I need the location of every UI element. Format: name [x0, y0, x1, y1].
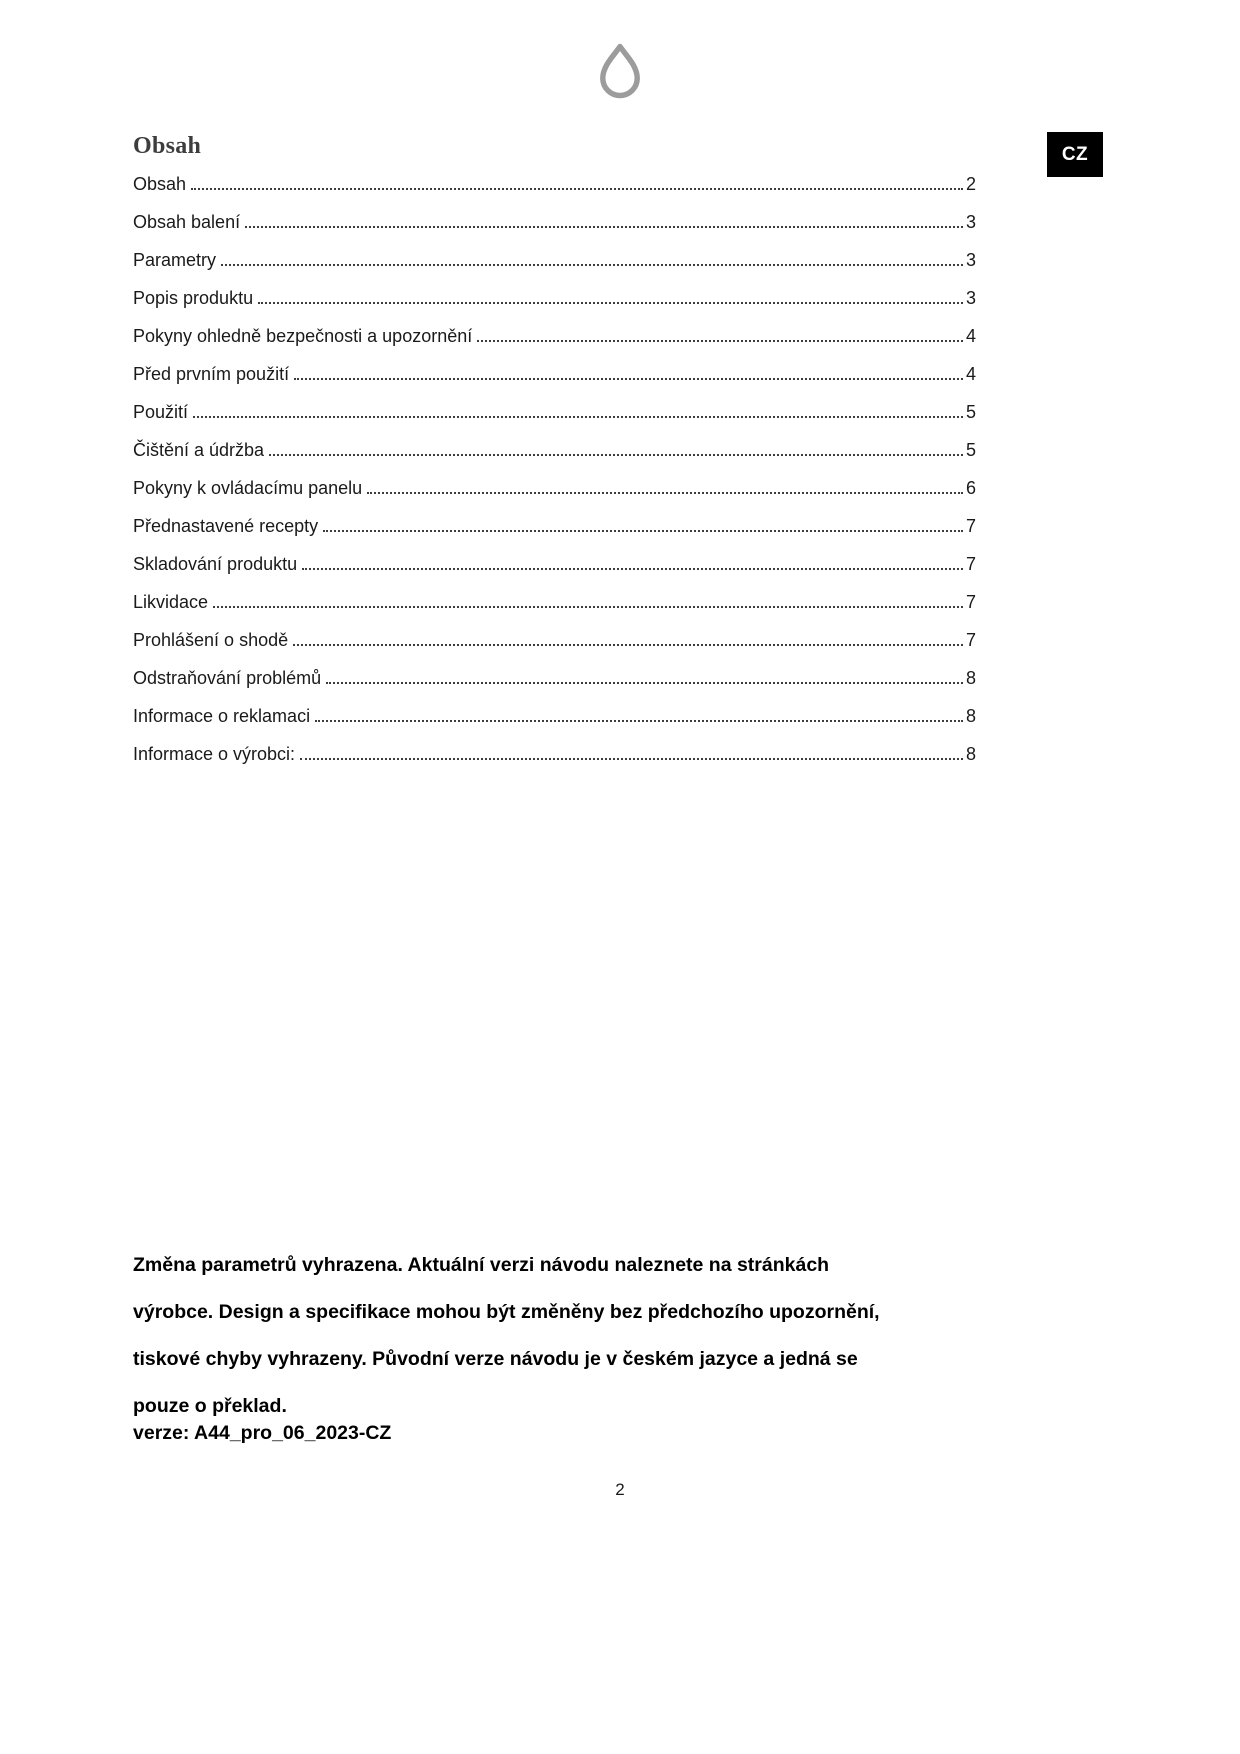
dot-leader	[477, 340, 963, 342]
toc-entry-prohlaseni-o-shode[interactable]	[133, 630, 976, 668]
dot-leader	[293, 644, 963, 646]
dot-leader	[258, 302, 963, 304]
dot-leader	[323, 530, 963, 532]
toc-title: Obsah	[133, 133, 202, 159]
toc-entry-page: 8	[965, 668, 976, 688]
toc-entry-label: Odstraňování problémů	[133, 668, 322, 688]
toc-entry-label: Popis produktu	[133, 288, 254, 308]
toc-entry-page: 4	[965, 364, 976, 384]
toc-entry-label: Pokyny ohledně bezpečnosti a upozornění	[133, 326, 473, 346]
dot-leader	[193, 416, 963, 418]
toc-entry-prednastavene-recepty[interactable]	[133, 516, 976, 554]
toc-entry-label: Parametry	[133, 250, 217, 270]
toc-entry-parametry[interactable]	[133, 250, 976, 288]
toc-entry-page: 7	[965, 592, 976, 612]
toc-entry-cisteni-a-udrzba[interactable]	[133, 440, 976, 478]
dot-leader	[269, 454, 963, 456]
toc-entry-label: Čištění a údržba	[133, 440, 265, 460]
toc-entry-label: Informace o reklamaci	[133, 706, 311, 726]
dot-leader	[213, 606, 963, 608]
language-badge: CZ	[1047, 132, 1103, 177]
toc-entry-label: Před prvním použití	[133, 364, 290, 384]
toc-entry-label: Použití	[133, 402, 189, 422]
dot-leader	[302, 568, 963, 570]
toc-entry-label: Přednastavené recepty	[133, 516, 319, 536]
dot-leader	[221, 264, 963, 266]
toc-entry-label: Obsah	[133, 174, 187, 194]
dot-leader	[245, 226, 963, 228]
toc-entry-page: 6	[965, 478, 976, 498]
toc-entry-page: 3	[965, 212, 976, 232]
version-text: verze: A44_pro_06_2023-CZ	[133, 1421, 392, 1444]
toc-entry-page: 7	[965, 554, 976, 574]
toc-entry-page: 4	[965, 326, 976, 346]
toc-entry-page: 3	[965, 250, 976, 270]
drop-logo-icon	[591, 40, 649, 102]
toc-entry-page: 7	[965, 630, 976, 650]
dot-leader	[191, 188, 963, 190]
dot-leader	[326, 682, 963, 684]
dot-leader	[315, 720, 963, 722]
toc-entry-label: Prohlášení o shodě	[133, 630, 289, 650]
toc-entry-page: 5	[965, 402, 976, 422]
toc-entry-label: Likvidace	[133, 592, 209, 612]
toc-entry-page: 8	[965, 706, 976, 726]
toc-entry-obsah[interactable]	[133, 174, 976, 212]
toc-entry-page: 5	[965, 440, 976, 460]
toc-entry-pouziti[interactable]	[133, 402, 976, 440]
toc-entry-label: Skladování produktu	[133, 554, 298, 574]
page-number: 2	[615, 1480, 625, 1499]
table-of-contents	[133, 133, 976, 782]
toc-entry-informace-o-vyrobci[interactable]	[133, 744, 976, 782]
toc-entry-label: Informace o výrobci:	[133, 744, 296, 764]
toc-entry-skladovani-produktu[interactable]	[133, 554, 976, 592]
toc-entry-page: 7	[965, 516, 976, 536]
toc-entry-page: 2	[965, 174, 976, 194]
dot-leader	[367, 492, 963, 494]
toc-entry-likvidace[interactable]	[133, 592, 976, 630]
toc-entry-odstranovani-problemu[interactable]	[133, 668, 976, 706]
toc-entry-informace-o-reklamaci[interactable]	[133, 706, 976, 744]
toc-entry-obsah-baleni[interactable]	[133, 212, 976, 250]
toc-entry-page: 8	[965, 744, 976, 764]
dot-leader	[300, 758, 963, 760]
toc-entry-pokyny-ovladaci-panel[interactable]	[133, 478, 976, 516]
dot-leader	[294, 378, 963, 380]
toc-entry-label: Obsah balení	[133, 212, 241, 232]
toc-entry-pokyny-bezpecnost[interactable]	[133, 326, 976, 364]
disclaimer-text: Změna parametrů vyhrazena. Aktuální verzi návodu naleznete na stránkách výrobce. Design a specifikace mohou být změněny bez předchozího upozornění, tiskové chyby vyhrazeny. Původní verze návodu je v českém jazyce a jedná se pouze o překlad.	[133, 1253, 880, 1417]
toc-entry-pred-prvnim-pouziti[interactable]	[133, 364, 976, 402]
toc-entry-page: 3	[965, 288, 976, 308]
toc-entry-label: Pokyny k ovládacímu panelu	[133, 478, 363, 498]
toc-entry-popis-produktu[interactable]	[133, 288, 976, 326]
brand-logo	[0, 40, 1240, 102]
